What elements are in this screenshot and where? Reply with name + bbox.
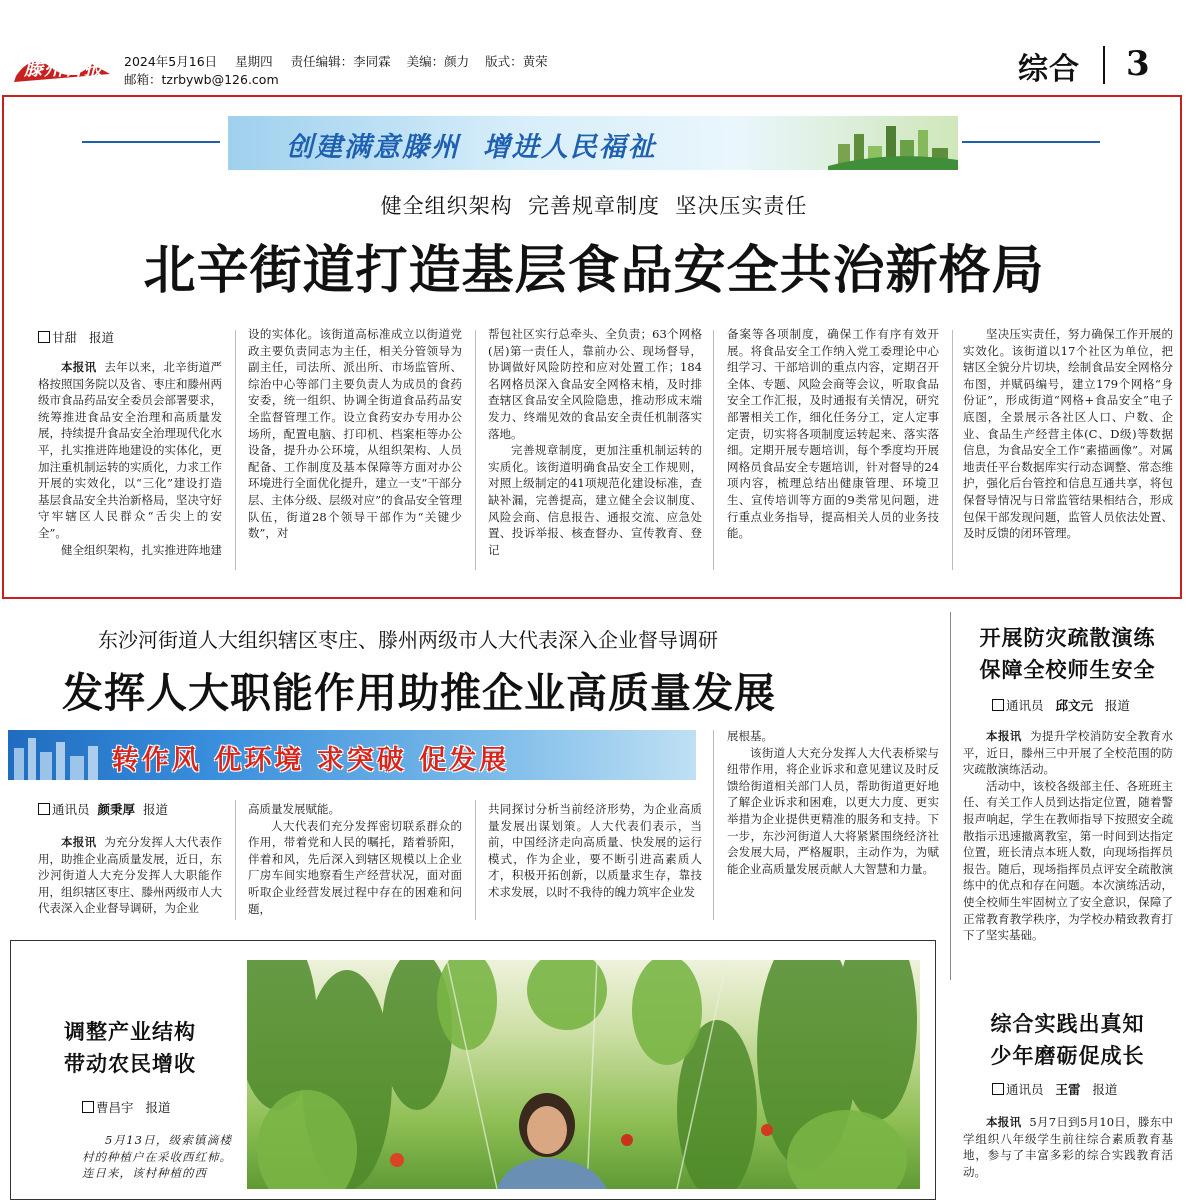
article2-kicker: 东沙河街道人大组织辖区枣庄、滕州两级市人大代表深入企业督导调研 <box>98 628 718 652</box>
article3-body: 本报讯 为提升学校消防安全教育水平，近日，滕州三中开展了全校范围的防灾疏散演练活动。 活动中，该校各级部主任、各班班主任、有关工作人员到达指定位置，随着警报声响起，学生在教师指导下按照安全疏散指示迅速撤离教室，第一时间到达指定位置，班长清点本班人数，向现场指挥员报告。随后，现场指挥员点评安全疏散演练中的优点和存在问题。本次演练活动，使全校师生牢固树立了安全意识，保障了正常教育教学秩序，为学校办精致教育打下了坚实基础。 <box>963 729 1174 943</box>
article3-headline-line2: 保障全校师生安全 <box>979 658 1156 682</box>
article5-byline: 通讯员 王雷 报道 <box>992 1080 1117 1098</box>
email-line: 邮箱：tzrbywb@126.com <box>124 72 279 87</box>
city-skyline-icon <box>828 116 958 170</box>
article2-column-2: 高质量发展赋能。 人大代表们充分发挥密切联系群众的作用，带着党和人民的嘱托，踏着骄阳，伴着和风，先后深入到辖区规模以上企业厂房车间实地察看生产经营状况，面对面听取企业经营发展过程中存在的困难和问题， <box>248 802 462 916</box>
article2-column-4: 展根基。 该街道人大充分发挥人大代表桥梁与纽带作用，将企业诉求和意见建议及时反馈给街道相关部门人员，帮助街道更好地了解企业诉求和困难，以更大力度、更实举措为企业提供更精准的服务和支持。下一步，东沙河街道人大将紧紧围绕经济社会发展大局，严格履职，主动作为，为赋能企业高质量发展贡献人大智慧和力量。 <box>727 729 939 876</box>
article5-headline-line1: 综合实践出真知 <box>990 1012 1145 1036</box>
article4-headline-line1: 调整产业结构 <box>64 1020 196 1044</box>
article2-column-1: 本报讯 为充分发挥人大代表作用，助推企业高质量发展，近日，东沙河街道人大充分发挥人大职能作用，组织辖区枣庄、滕州两级市人大代表深入企业督导调研，为企业 <box>38 835 223 916</box>
article1-kicker: 健全组织架构 完善规章制度 坚决压实责任 <box>380 194 808 218</box>
column-rule <box>235 330 236 570</box>
column-rule <box>235 800 236 920</box>
article3-byline: 通讯员 邱文元 报道 <box>992 696 1130 714</box>
layout-editor-credit: 版式：黄荣 <box>485 54 548 69</box>
article1-column-5: 坚决压实责任，努力确保工作开展的实效化。该街道以17个社区为单位，把辖区全貌分片切块，绘制食品安全网格分布图，并赋码编号，建立179个网格“身份证”，形成街道“网格+食品安全”电子底图，全景展示各社区人口、户数、企业、食品生产经营主体(C、D级)等数据信息，为食品安全工作“素描画像”。对属地责任平台数据库实行动态调整、常态维护，强化后台管控和信息互通共享，将包保督导情况与日常监管结果相结合，形成包保干部发现问题，监管人员依法处置、及时反馈的闭环管理。 <box>963 327 1173 541</box>
work-style-banner-text: 转作风 优环境 求突破 促发展 <box>112 745 510 776</box>
column-rule <box>952 330 953 570</box>
issue-date: 2024年5月16日 <box>124 54 218 69</box>
art-editor-credit: 美编：颜力 <box>406 54 470 69</box>
banner-rule-right <box>962 141 1100 143</box>
masthead <box>0 0 1188 92</box>
slogan-banner-text: 创建满意滕州 增进人民福祉 <box>286 132 657 163</box>
article1-column-4: 备案等各项制度，确保工作有序有效开展。将食品安全工作纳入党工委理论中心组学习、干部培训的重点内容，定期召开全体、专题、风险会商等会议，听取食品安全工作汇报，及时通报有关情况，研究部署相关工作，细化任务分工，定人定事定责，切实将各项制度运转起来、落实落细。定期开展专题培训，每个季度均开展网格员食品安全专题培训，针对督导的24项内容，梳理总结出健康管理、环境卫生、宣传培训等方面的9类常见问题，进行重点业务指导，提高相关人员的业务技能。 <box>727 327 939 541</box>
section-divider <box>1103 46 1105 84</box>
greenhouse-plants-icon <box>247 960 920 1189</box>
byline-box-icon <box>992 699 1004 711</box>
issue-weekday: 星期四 <box>235 54 273 69</box>
article4-headline-line2: 带动农民增收 <box>64 1052 196 1076</box>
column-rule <box>475 800 476 920</box>
paper-logo: 滕州日报 <box>12 46 114 86</box>
article1-column-1: 本报讯 去年以来，北辛街道严格按照国务院以及省、枣庄和滕州两级市食品药品安全委员会部署要求，统筹推进食品安全治理和高质量发展，持续提升食品安全治理现代化水平，扎实推进阵地建设的实体化，更加注重机制运转的实质化，力求工作开展的实效化，以“三化”建设打造基层食品安全共治新格局，坚决守好守牢辖区人民群众“舌尖上的安全”。 健全组织架构，扎实推进阵地建 <box>38 360 223 557</box>
section-name: 综合 <box>1018 52 1080 87</box>
banner-rule-left <box>82 141 220 143</box>
article4-body: 5月13日，级索镇滴楼村的种植户在采收西红柿。连日来，该村种植的西 <box>82 1133 232 1181</box>
tomato-farm-photo <box>247 960 920 1189</box>
article1-headline: 北辛街道打造基层食品安全共治新格局 <box>143 241 1045 301</box>
byline-box-icon <box>38 803 50 815</box>
article1-byline: 甘甜 报道 <box>38 328 114 346</box>
editor-credit: 责任编辑：李同霖 <box>290 54 391 69</box>
column-rule <box>713 330 714 570</box>
section-rule <box>950 612 951 980</box>
column-rule <box>475 330 476 570</box>
work-style-banner <box>8 730 696 780</box>
article5-headline-line2: 少年磨砺促成长 <box>990 1044 1145 1068</box>
byline-box-icon <box>38 331 50 343</box>
article2-column-3: 共同探讨分析当前经济形势，为企业高质量发展出谋划策。人大代表们表示，当前，中国经济走向高质量、快发展的运行模式，作为企业，要不断引进高素质人才，积极开拓创新，以质量求生存，靠技术求发展，以时不我待的魄力筑牢企业发 <box>488 802 702 899</box>
article3-headline-line1: 开展防灾疏散演练 <box>979 626 1156 650</box>
byline-box-icon <box>992 1083 1004 1095</box>
article2-headline: 发挥人大职能作用助推企业高质量发展 <box>62 669 776 717</box>
article1-column-2: 设的实体化。该街道高标准成立以街道党政主要负责同志为主任，相关分管领导为副主任，司法所、派出所、市场监管所、综治中心等部门主要负责人为成员的食药安委，统一组织、协调全街道食品药品安全监督管理工作。设立食药安办专用办公场所，配置电脑、打印机、档案柜等办公设备，提升办公环境，从组织架构、人员配备、工作制度及基本保障等方面对办公环境进行全面优化提升，建立一支“干部分层、主体分级、层级对应”的食品安全管理队伍，街道28个领导干部作为“关键少数”，对 <box>248 327 462 541</box>
article5-body: 本报讯 5月7日到5月10日，滕东中学组织八年级学生前往综合素质教育基地，参与了丰富多彩的综合实践教育活动。 <box>963 1115 1174 1179</box>
slogan-banner <box>228 116 958 170</box>
page-number: 3 <box>1126 44 1150 84</box>
article1-column-3: 帮包社区实行总牵头、全负责；63个网格(居)第一责任人，靠前办公、现场督导，协调做好风险防控和应对处置工作；184名网格员深入食品安全网格末梢，及时排查辖区食品安全风险隐患，推动形成末端发力、终端见效的食品安全责任机制落实落地。 完善规章制度，更加注重机制运转的实质化。该街道明确食品安全工作规则，对照上级制定的41项规范化建设标准，查缺补漏，完善提高，建立健全会议制度、风险会商、信息报告、通报交流、应急处置、投诉举报、核查督办、宣传教育、登记 <box>488 327 702 557</box>
byline-box-icon <box>82 1101 94 1113</box>
article4-byline: 曹昌宇 报道 <box>82 1098 170 1116</box>
column-rule <box>713 730 714 920</box>
article2-byline: 通讯员 颜秉厚 报道 <box>38 800 168 818</box>
